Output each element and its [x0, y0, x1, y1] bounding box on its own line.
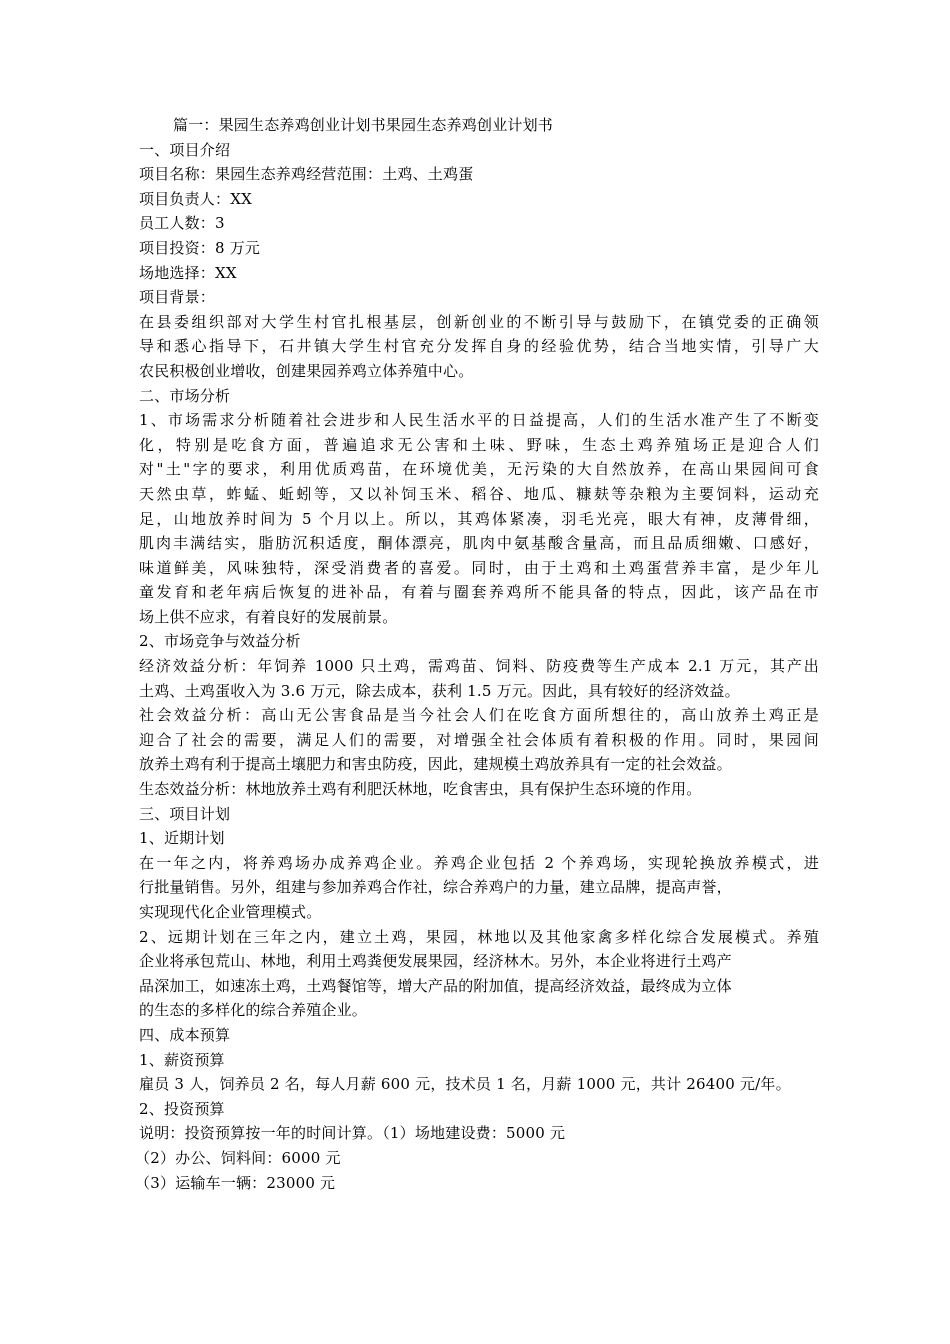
- document-title: 篇一：果园生态养鸡创业计划书果园生态养鸡创业计划书: [173, 116, 554, 134]
- site-line: 场地选择：XX: [139, 263, 237, 282]
- investment-line: 项目投资：8 万元: [139, 238, 261, 257]
- project-name-line: 项目名称：果园生态养鸡经营范围：土鸡、土鸡蛋: [139, 165, 474, 184]
- paragraph-line: 天然虫草，蚱蜢、蚯蚓等，又以补饲玉米、稻谷、地瓜、糠麸等杂粮为主要饲料，运动充: [139, 484, 819, 503]
- paragraph-line: 场上供不应求，有着良好的发展前景。: [139, 607, 398, 626]
- background-label: 项目背景：: [139, 288, 216, 307]
- paragraph-line: 放养土鸡有利于提高土壤肥力和害虫防疫，因此，建规模土鸡放养具有一定的社会效益。: [139, 755, 732, 774]
- subsection-heading: 2、投资预算: [139, 1099, 225, 1118]
- paragraph-line: 实现现代化企业管理模式。: [139, 903, 322, 921]
- subsection-heading: 1、薪资预算: [139, 1050, 225, 1069]
- paragraph-line: 生态效益分析：林地放养土鸡有利肥沃林地，吃食害虫，具有保护生态环境的作用。: [139, 780, 702, 799]
- paragraph-line: 1、市场需求分析随着社会进步和人民生活水平的日益提高，人们的生活水准产生了不断变: [139, 411, 819, 430]
- paragraph-line: 土鸡、土鸡蛋收入为 3.6 万元，除去成本，获利 1.5 万元。因此，具有较好的经济效益。: [139, 681, 740, 700]
- paragraph-line: 肌肉丰满结实，脂肪沉积适度，酮体漂亮，肌肉中氨基酸含量高，而且品质细嫩、口感好，: [139, 534, 819, 553]
- paragraph-line: 迎合了社会的需要，满足人们的需要，对增强全社会体质有着积极的作用。同时，果园间: [139, 730, 819, 749]
- project-leader-line: 项目负责人：XX: [139, 189, 252, 208]
- staff-count-line: 员工人数：3: [139, 214, 225, 233]
- subsection-heading: 2、市场竞争与效益分析: [139, 632, 301, 651]
- paragraph-line: 社会效益分析：高山无公害食品是当今社会人们在吃食方面所想往的，高山放养土鸡正是: [139, 706, 819, 725]
- section-heading-cost-budget: 四、成本预算: [139, 1025, 231, 1044]
- paragraph-line: 行批量销售。另外，组建与参加养鸡合作社，综合养鸡户的力量，建立品牌，提高声誉，: [139, 878, 732, 897]
- paragraph-line: 化，特别是吃食方面，普遍追求无公害和土味、野味，生态土鸡养殖场正是迎合人们: [139, 435, 819, 454]
- subsection-heading: 1、近期计划: [139, 829, 225, 848]
- paragraph-line: 在一年之内，将养鸡场办成养鸡企业。养鸡企业包括 2 个养鸡场，实现轮换放养模式，进: [139, 853, 819, 872]
- paragraph-line: 品深加工，如速冻土鸡，土鸡餐馆等，增大产品的附加值，提高经济效益，最终成为立体: [139, 976, 732, 995]
- paragraph-line: 味道鲜美，风味独特，深受消费者的喜爱。同时，由于土鸡和土鸡蛋营养丰富，是少年儿: [139, 558, 819, 577]
- paragraph-line: 农民积极创业增收，创建果园养鸡立体养殖中心。: [139, 361, 474, 380]
- paragraph-line: 童发育和老年病后恢复的进补品，有着与圈套养鸡所不能具备的特点，因此，该产品在市: [139, 583, 819, 602]
- paragraph-line: 经济效益分析：年饲养 1000 只土鸡，需鸡苗、饲料、防疫费等生产成本 2.1 万元，其产出: [139, 657, 819, 676]
- section-heading-project-plan: 三、项目计划: [139, 804, 231, 823]
- paragraph-line: 企业将承包荒山、林地，利用土鸡粪便发展果园，经济林木。另外，本企业将进行土鸡产: [139, 952, 732, 971]
- paragraph-line: 在县委组织部对大学生村官扎根基层，创新创业的不断引导与鼓励下，在镇党委的正确领: [139, 312, 819, 331]
- document-page: [135, 113, 819, 1195]
- paragraph-line: 对"土"字的要求，利用优质鸡苗，在环境优美，无污染的大自然放养，在高山果园间可食: [139, 460, 819, 479]
- section-heading-market-analysis: 二、市场分析: [139, 386, 231, 405]
- paragraph-line: 的生态的多样化的综合养殖企业。: [139, 1001, 368, 1020]
- section-heading-project-intro: 一、项目介绍: [139, 140, 231, 159]
- paragraph-line: 足，山地放养时间为 5 个月以上。所以，其鸡体紧凑，羽毛光亮，眼大有神，皮薄骨细，: [139, 509, 819, 528]
- paragraph-line: 导和悉心指导下，石井镇大学生村官充分发挥自身的经验优势，结合当地实情，引导广大: [139, 337, 819, 356]
- paragraph-line: 雇员 3 人，饲养员 2 名，每人月薪 600 元，技术员 1 名，月薪 1000 元，共计 26400 元/年。: [139, 1075, 791, 1094]
- budget-item: （3）运输车一辆：23000 元: [135, 1173, 336, 1192]
- budget-item: （2）办公、饲料间：6000 元: [135, 1148, 341, 1167]
- paragraph-line: 说明：投资预算按一年的时间计算。（1）场地建设费：5000 元: [139, 1124, 566, 1143]
- paragraph-line: 2、远期计划在三年之内，建立土鸡，果园，林地以及其他家禽多样化综合发展模式。养殖: [139, 927, 819, 946]
